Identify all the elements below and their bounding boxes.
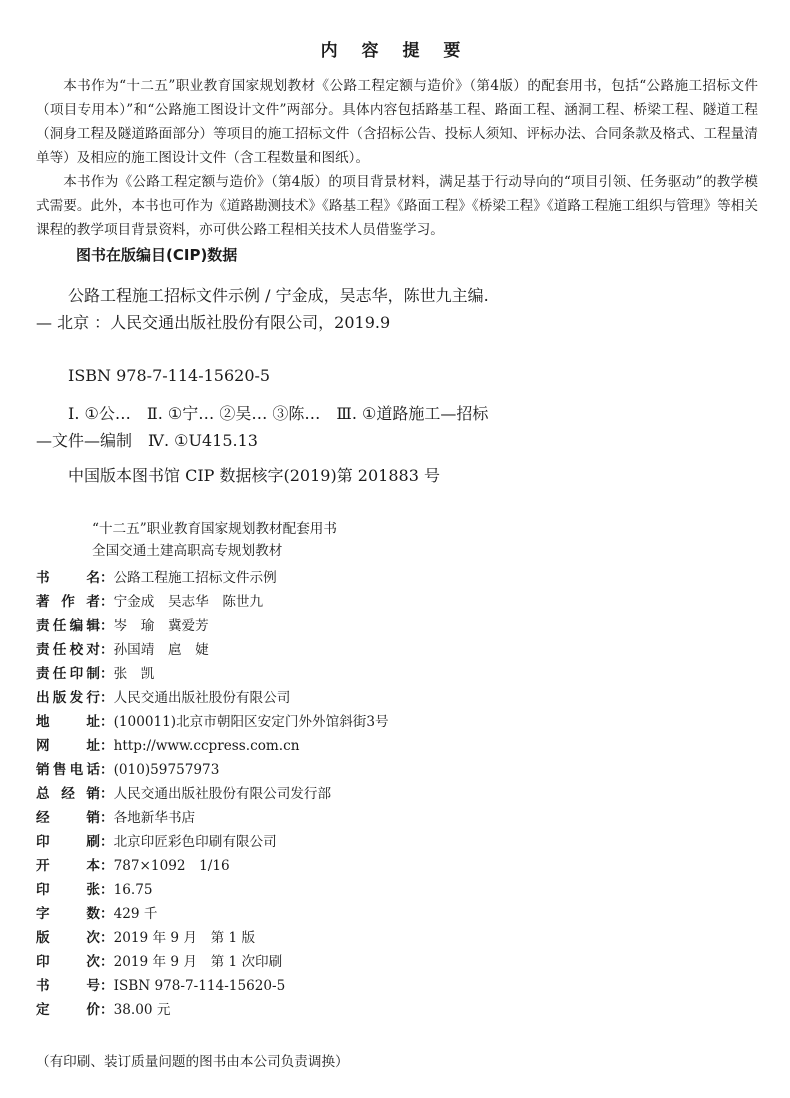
summary-text: 本书作为《公路工程定额与造价》（第4版）的项目背景材料，满足基于行动导向的“项目引领、任务驱动”的教学模式需要。此外，本书也可作为《道路勘测技术》《路基工程》《路面工程》《桥梁工程》《道路工程施工组织与管理》等相关课程的教学项目背景资料，亦可供公路工程相关技术人员借鉴学习。 [36, 174, 758, 238]
info-row-sheets: 印 张：16.75 [36, 878, 736, 902]
cip-heading: 图书在版编目(CIP)数据 [76, 246, 238, 264]
info-row-word-count: 字 数：429 千 [36, 902, 736, 926]
cip-classification [36, 400, 496, 454]
summary-paragraph-2 [36, 170, 758, 242]
info-value: 岑 瑜 冀爱芳 [113, 618, 209, 634]
info-label: 责任校对 [36, 642, 100, 658]
publication-info [36, 566, 736, 1022]
info-value: 张 凯 [113, 666, 155, 682]
info-value: 各地新华书店 [113, 810, 196, 826]
info-value: (010)59757973 [113, 762, 220, 778]
cip-isbn [36, 362, 496, 389]
info-label: 总 经 销 [36, 786, 100, 802]
info-label: 地 址 [36, 714, 100, 730]
info-row-printing-manager: 责任印制：张 凯 [36, 662, 736, 686]
info-label: 网 址 [36, 738, 100, 754]
info-value: 16.75 [113, 882, 153, 898]
info-label: 书 号 [36, 978, 100, 994]
info-label: 经 销 [36, 810, 100, 826]
info-value: (100011)北京市朝阳区安定门外外馆斜街3号 [113, 714, 389, 730]
info-label: 版 次 [36, 930, 100, 946]
info-value: 人民交通出版社股份有限公司 [113, 690, 291, 706]
info-label: 责任编辑 [36, 618, 100, 634]
cip-verification [36, 462, 496, 489]
info-value: 2019 年 9 月 第 1 版 [113, 930, 256, 946]
summary-paragraph-1 [36, 74, 758, 170]
cip-classification-text: Ⅰ. ①公… Ⅱ. ①宁… ②吴… ③陈… Ⅲ. ①道路施工—招标—文件—编制 Ⅳ. ①U415.13 [36, 404, 489, 450]
info-row-isbn: 书 号：ISBN 978-7-114-15620-5 [36, 974, 736, 998]
info-row-authors: 著 作 者：宁金成 吴志华 陈世九 [36, 590, 736, 614]
info-value: http://www.ccpress.com.cn [113, 738, 300, 754]
info-row-proofreader: 责任校对：孙国靖 扈 婕 [36, 638, 736, 662]
info-value: 北京印匠彩色印刷有限公司 [113, 834, 277, 850]
info-value: ISBN 978-7-114-15620-5 [113, 978, 286, 994]
info-row-title: 书 名：公路工程施工招标文件示例 [36, 566, 736, 590]
info-row-price: 定 价：38.00 元 [36, 998, 736, 1022]
series-line-1: “十二五”职业教育国家规划教材配套用书 [92, 521, 337, 537]
info-label: 开 本 [36, 858, 100, 874]
info-value: 人民交通出版社股份有限公司发行部 [113, 786, 332, 802]
info-row-printer: 印 刷：北京印匠彩色印刷有限公司 [36, 830, 736, 854]
info-row-sales-phone: 销售电话：(010)59757973 [36, 758, 736, 782]
info-row-distributor: 总 经 销：人民交通出版社股份有限公司发行部 [36, 782, 736, 806]
info-row-publisher: 出版发行：人民交通出版社股份有限公司 [36, 686, 736, 710]
cip-description [36, 282, 496, 336]
info-row-editor: 责任编辑：岑 瑜 冀爱芳 [36, 614, 736, 638]
info-row-edition: 版 次：2019 年 9 月 第 1 版 [36, 926, 736, 950]
info-label: 印 次 [36, 954, 100, 970]
info-row-format: 开 本：787×1092 1/16 [36, 854, 736, 878]
series-line-2: 全国交通土建高职高专规划教材 [92, 543, 283, 559]
info-label: 著 作 者 [36, 594, 100, 610]
info-value: 38.00 元 [113, 1002, 171, 1018]
info-label: 销售电话 [36, 762, 100, 778]
info-row-retailer: 经 销：各地新华书店 [36, 806, 736, 830]
info-value: 787×1092 1/16 [113, 858, 230, 874]
cip-verification-text: 中国版本图书馆 CIP 数据核字(2019)第 201883 号 [68, 466, 440, 485]
info-label: 书 名 [36, 570, 100, 586]
info-label: 出版发行 [36, 690, 100, 706]
info-value: 宁金成 吴志华 陈世九 [113, 594, 264, 610]
info-row-address: 地 址：(100011)北京市朝阳区安定门外外馆斜街3号 [36, 710, 736, 734]
cip-description-text: 公路工程施工招标文件示例 / 宁金成，吴志华，陈世九主编. — 北京 ：人民交通出版社股份有限公司，2019.9 [36, 286, 489, 332]
info-value: 429 千 [113, 906, 158, 922]
info-label: 定 价 [36, 1002, 100, 1018]
summary-text: 本书作为“十二五”职业教育国家规划教材《公路工程定额与造价》（第4版）的配套用书，包括“公路施工招标文件（项目专用本）”和“公路施工图设计文件”两部分。具体内容包括路基工程、路面工程、涵洞工程、桥梁工程、隧道工程（洞身工程及隧道路面部分）等项目的施工招标文件（含招标公告、投标人须知、评标办法、合同条款及格式、工程量清单等）及相应的施工图设计文件（含工程数量和图纸）。 [36, 78, 758, 166]
info-label: 字 数 [36, 906, 100, 922]
quality-footnote: （有印刷、装订质量问题的图书由本公司负责调换） [36, 1054, 349, 1070]
info-label: 责任印制 [36, 666, 100, 682]
info-value: 公路工程施工招标文件示例 [113, 570, 277, 586]
cip-isbn-text: ISBN 978-7-114-15620-5 [68, 366, 271, 385]
info-label: 印 张 [36, 882, 100, 898]
page-title: 内 容 提 要 [320, 41, 470, 61]
info-row-impression: 印 次：2019 年 9 月 第 1 次印刷 [36, 950, 736, 974]
info-row-website: 网 址：http://www.ccpress.com.cn [36, 734, 736, 758]
info-label: 印 刷 [36, 834, 100, 850]
info-value: 孙国靖 扈 婕 [113, 642, 209, 658]
info-value: 2019 年 9 月 第 1 次印刷 [113, 954, 283, 970]
